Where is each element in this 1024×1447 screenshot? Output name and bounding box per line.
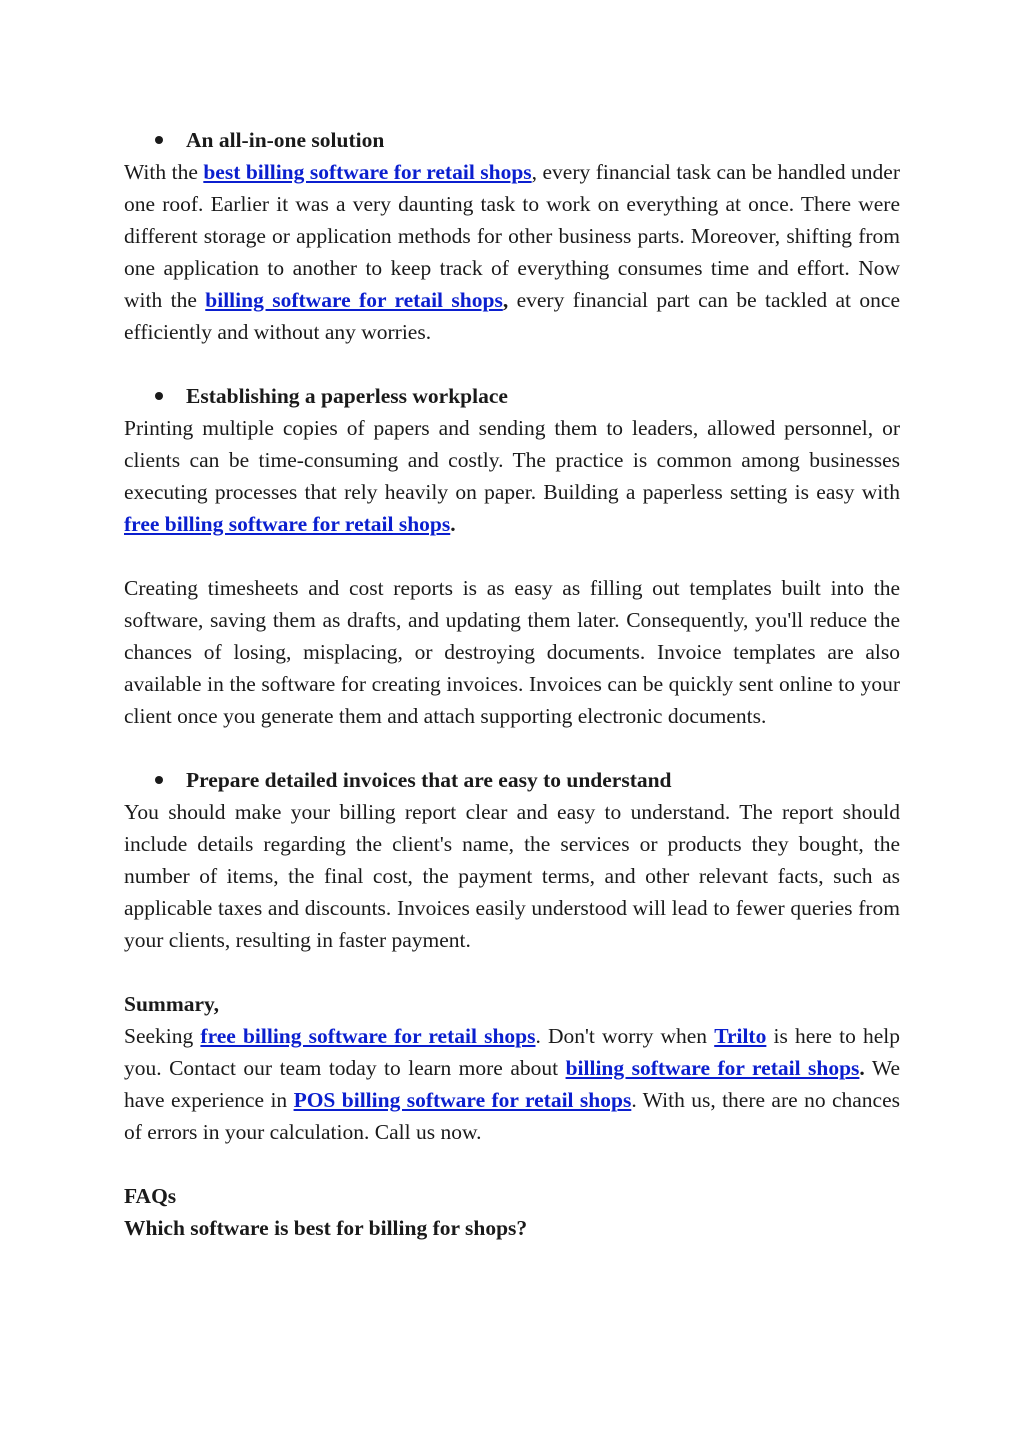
text-span: . With us, there are no chances of errors in your calculation. Call us now. [124,1088,900,1144]
section-heading-all-in-one [124,124,900,156]
bullet-icon [155,776,163,784]
text-span: . [859,1056,865,1080]
text-span: , every financial task can be handled under one roof. Earlier it was a very daunting task to work on everything at once. There were different storage or application methods for other business parts. Moreover, shifting from one application to another to keep track of everything consumes time and effort. Now with the [124,160,900,312]
heading-text: An all-in-one solution [186,128,385,152]
heading-text: Prepare detailed invoices that are easy to understand [186,768,672,792]
link-trilto[interactable]: Trilto [714,1024,767,1048]
faqs-heading: FAQs [124,1184,177,1208]
summary-heading: Summary, [124,992,219,1016]
text-span: We have experience in [124,1056,900,1112]
faq-question: Which software is best for billing for shops? [124,1216,528,1240]
bullet-icon [155,136,163,144]
text-span: . Don't worry when [535,1024,715,1048]
link-billing-software-retail[interactable]: billing software for retail shops [205,288,503,312]
text-span: Printing multiple copies of papers and sending them to leaders, allowed personnel, or clients can be time-consuming and costly. The practice is common among businesses executing processes that rely heavily on paper. Building a paperless setting is easy with [124,416,900,504]
link-pos-billing-software[interactable]: POS billing software for retail shops [293,1088,632,1112]
paragraph-all-in-one [124,156,900,348]
text-span: every financial part can be tackled at once efficiently and without any worries. [124,288,901,344]
bullet-icon [155,392,163,400]
link-best-billing-software[interactable]: best billing software for retail shops [203,160,532,184]
section-heading-paperless [124,380,900,412]
paragraph-invoices: You should make your billing report clear and easy to understand. The report should include details regarding the client's name, the services or products they bought, the number of items, the final cost, the payment terms, and other relevant facts, such as applicable taxes and discounts. Invoices easily understood will lead to fewer queries from your clients, resulting in faster payment. [124,800,900,952]
text-span: Seeking [124,1024,201,1048]
text-span: . [450,512,456,536]
text-span: , [502,288,509,312]
heading-text: Establishing a paperless workplace [186,384,508,408]
link-free-billing-software-summary[interactable]: free billing software for retail shops [200,1024,536,1048]
link-billing-software-retail-summary[interactable]: billing software for retail shops [565,1056,860,1080]
paragraph-summary [124,1020,900,1148]
paragraph-timesheets: Creating timesheets and cost reports is as easy as filling out templates built into the software, saving them as drafts, and updating them later. Consequently, you'll reduce the chances of losing, misplacing, or destroying documents. Invoice templates are also available in the software for creating invoices. Invoices can be quickly sent online to your client once you generate them and attach supporting electronic documents. [124,576,900,728]
document-page [124,124,900,1244]
text-span: With the [124,160,204,184]
paragraph-paperless [124,412,900,540]
text-span: is here to help you. Contact our team today to learn more about [124,1024,900,1080]
link-free-billing-software[interactable]: free billing software for retail shops [124,512,451,536]
section-heading-invoices [124,764,900,796]
